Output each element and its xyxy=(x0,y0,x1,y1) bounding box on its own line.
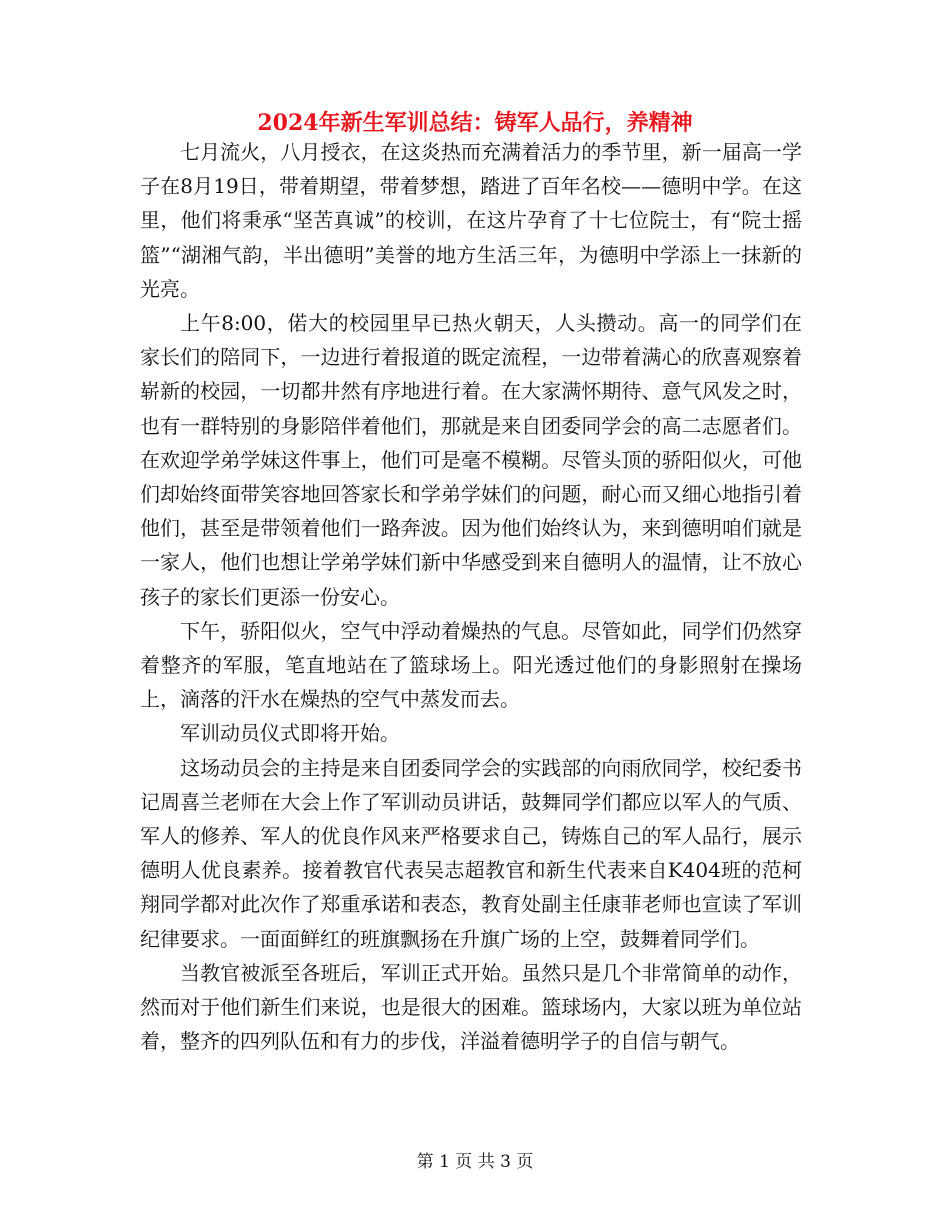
paragraph-4: 军训动员仪式即将开始。 xyxy=(180,721,400,746)
document-title: 2024年新生军训总结：铸军人品行，养精神 xyxy=(257,110,693,136)
paragraph-6: 当教官被派至各班后，军训正式开始。虽然只是几个非常简单的动作，然而对于他们新生们来说，也是很大的困难。篮球场内，大家以班为单位站着，整齐的四列队伍和有力的步伐，洋溢着德明学子的自信与朝气。 xyxy=(140,960,802,1054)
paragraph-1: 七月流火，八月授衣，在这炎热而充满着活力的季节里，新一届高一学子在8月19日，带着期望，带着梦想，踏进了百年名校——德明中学。在这里，他们将秉承“坚苦真诚”的校训，在这片孕育了十七位院士，有“院士摇篮”“湖湘气韵，半出德明”美誉的地方生活三年，为德明中学添上一抹新的光亮。 xyxy=(140,140,802,301)
document-body xyxy=(140,135,802,1058)
page-number-footer: 第 1 页 共 3 页 xyxy=(416,1152,534,1172)
paragraph-5: 这场动员会的主持是来自团委同学会的实践部的向雨欣同学，校纪委书记周喜兰老师在大会上作了军训动员讲话，鼓舞同学们都应以军人的气质、军人的修养、军人的优良作风来严格要求自己，铸炼自己的军人品行，展示德明人优良素养。接着教官代表吴志超教官和新生代表来自K404班的范柯翔同学都对此次作了郑重承诺和表态，教育处副主任康菲老师也宣读了军训纪律要求。一面面鲜红的班旗飘扬在升旗广场的上空，鼓舞着同学们。 xyxy=(140,755,802,951)
paragraph-3: 下午，骄阳似火，空气中浮动着燥热的气息。尽管如此，同学们仍然穿着整齐的军服，笔直地站在了篮球场上。阳光透过他们的身影照射在操场上，滴落的汗水在燥热的空气中蒸发而去。 xyxy=(140,618,802,712)
paragraph-2: 上午8:00，偌大的校园里早已热火朝天，人头攒动。高一的同学们在家长们的陪同下，一边进行着报道的既定流程，一边带着满心的欣喜观察着崭新的校园，一切都井然有序地进行着。在大家满怀期待、意气风发之时，也有一群特别的身影陪伴着他们，那就是来自团委同学会的高二志愿者们。在欢迎学弟学妹这件事上，他们可是毫不模糊。尽管头顶的骄阳似火，可他们却始终面带笑容地回答家长和学弟学妹们的问题，耐心而又细心地指引着他们，甚至是带领着他们一路奔波。因为他们始终认为，来到德明咱们就是一家人，他们也想让学弟学妹们新中华感受到来自德明人的温情，让不放心孩子的家长们更添一份安心。 xyxy=(140,311,802,609)
